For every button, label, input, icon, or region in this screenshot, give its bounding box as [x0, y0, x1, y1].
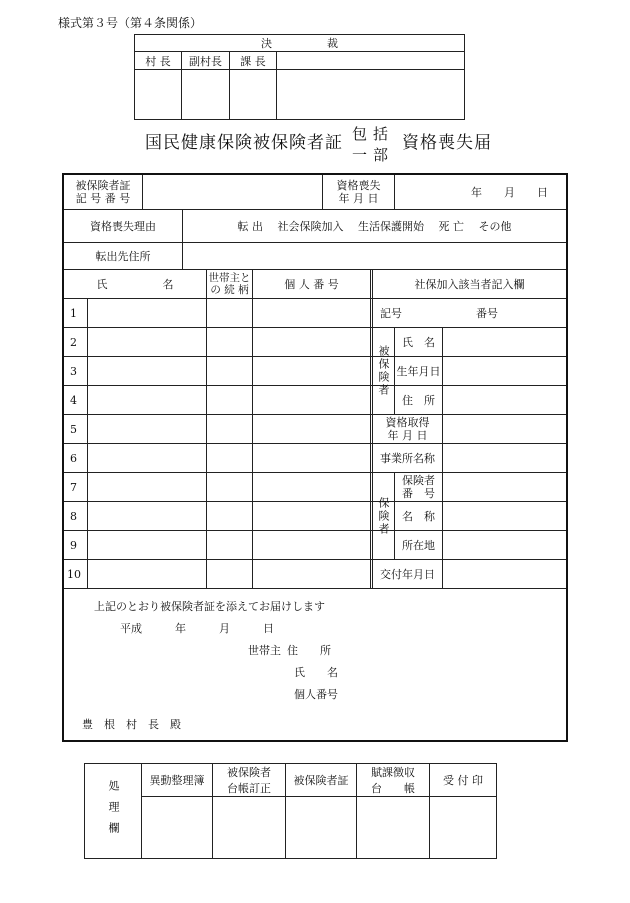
- insured-birth-label: 生年月日: [396, 364, 441, 378]
- proc-input-4[interactable]: [357, 797, 430, 859]
- form-title-right: 資格喪失届: [402, 133, 492, 153]
- social-insurance-header: 社保加入該当者記入欄: [414, 277, 525, 291]
- proc-input-2[interactable]: [213, 797, 286, 859]
- approval-col-chief: 課 長: [230, 52, 277, 70]
- insurer-name-label: 名 称: [402, 509, 435, 523]
- proc-col-4-text-2: 台 帳: [371, 782, 415, 795]
- processing-label: 処理欄: [107, 779, 120, 843]
- processing-label-cell: [85, 764, 142, 859]
- row-number: 7: [70, 480, 77, 494]
- loss-date-value[interactable]: 年 月 日: [471, 185, 548, 199]
- proc-col-3: 被保険者証: [286, 764, 357, 797]
- social-symbol-number[interactable]: 記号 番号: [380, 306, 498, 320]
- proc-col-2: [213, 764, 286, 797]
- proc-input-3[interactable]: [286, 797, 357, 859]
- insured-name-label: 氏 名: [402, 335, 435, 349]
- proc-col-5: 受 付 印: [430, 764, 497, 797]
- relation-header: 世帯主と の 続 柄: [208, 272, 251, 296]
- approval-col-blank: [277, 52, 465, 70]
- row-number: 1: [70, 306, 77, 320]
- declaration-date[interactable]: 平成 年 月 日: [120, 621, 274, 635]
- proc-input-1[interactable]: [142, 797, 213, 859]
- approval-col-mayor: 村 長: [135, 52, 182, 70]
- proc-col-4: [357, 764, 430, 797]
- approval-col-deputy: 副村長: [182, 52, 230, 70]
- approval-box: [134, 34, 465, 120]
- insured-address-label: 住 所: [402, 393, 435, 407]
- main-form: [62, 173, 568, 742]
- proc-col-4-text: 賦課徴収: [371, 766, 415, 779]
- member-name-header: 氏 名: [96, 277, 174, 291]
- acquired-date-label: 資格取得 年 月 日: [385, 416, 430, 442]
- form-title-mid: [352, 124, 394, 166]
- proc-input-5[interactable]: [430, 797, 497, 859]
- row-number: 5: [70, 422, 77, 436]
- form-title-mid-bottom: 一部: [352, 146, 395, 164]
- loss-reason-options[interactable]: 転 出 社会保険加入 生活保護開始 死 亡 その他: [237, 219, 512, 233]
- insured-cert-input[interactable]: [143, 175, 322, 209]
- loss-date-label: 資格喪失 年 月 日: [336, 179, 381, 205]
- row-number: 6: [70, 451, 77, 465]
- row-number: 4: [70, 393, 77, 407]
- insurer-location-label: 所在地: [402, 538, 435, 552]
- proc-col-2-text-2: 台帳訂正: [227, 782, 271, 795]
- insured-cert-label: 被保険者証 記 号 番 号: [75, 179, 131, 205]
- loss-reason-label: 資格喪失理由: [90, 219, 156, 233]
- insurer-group-label: 保険者: [377, 496, 390, 536]
- row-number: 8: [70, 509, 77, 523]
- row-number: 10: [67, 567, 81, 581]
- row-number: 2: [70, 335, 77, 349]
- issued-date-label: 交付年月日: [380, 567, 435, 581]
- householder-personal-number-label: 個人番号: [294, 687, 338, 701]
- office-name-label: 事業所名称: [380, 451, 435, 465]
- form-title-mid-top: 包括: [352, 125, 395, 143]
- approval-stamp-deputy[interactable]: [182, 70, 230, 120]
- moveout-address-input[interactable]: [183, 243, 566, 269]
- form-number: 様式第３号（第４条関係）: [58, 16, 203, 30]
- proc-col-2-text: 被保険者: [227, 766, 271, 779]
- approval-stamp-blank[interactable]: [277, 70, 465, 120]
- approval-header: 決 裁: [135, 35, 465, 52]
- addressee: 豊 根 村 長 殿: [82, 717, 181, 731]
- declaration-text: 上記のとおり被保険者証を添えてお届けします: [94, 599, 325, 613]
- approval-stamp-mayor[interactable]: [135, 70, 182, 120]
- householder-label: 世帯主 住 所: [248, 643, 331, 657]
- insurer-number-label: 保険者 番 号: [402, 474, 435, 500]
- row-number: 9: [70, 538, 77, 552]
- householder-name-label: 氏 名: [294, 665, 338, 679]
- approval-stamp-chief[interactable]: [230, 70, 277, 120]
- row-number: 3: [70, 364, 77, 378]
- processing-table: [84, 763, 497, 859]
- form-title-left: 国民健康保険被保険者証: [145, 133, 343, 153]
- proc-col-1: 異動整理簿: [142, 764, 213, 797]
- insured-group-label: 被保険者: [377, 345, 390, 397]
- moveout-address-label: 転出先住所: [95, 249, 151, 263]
- personal-number-header: 個 人 番 号: [284, 277, 339, 291]
